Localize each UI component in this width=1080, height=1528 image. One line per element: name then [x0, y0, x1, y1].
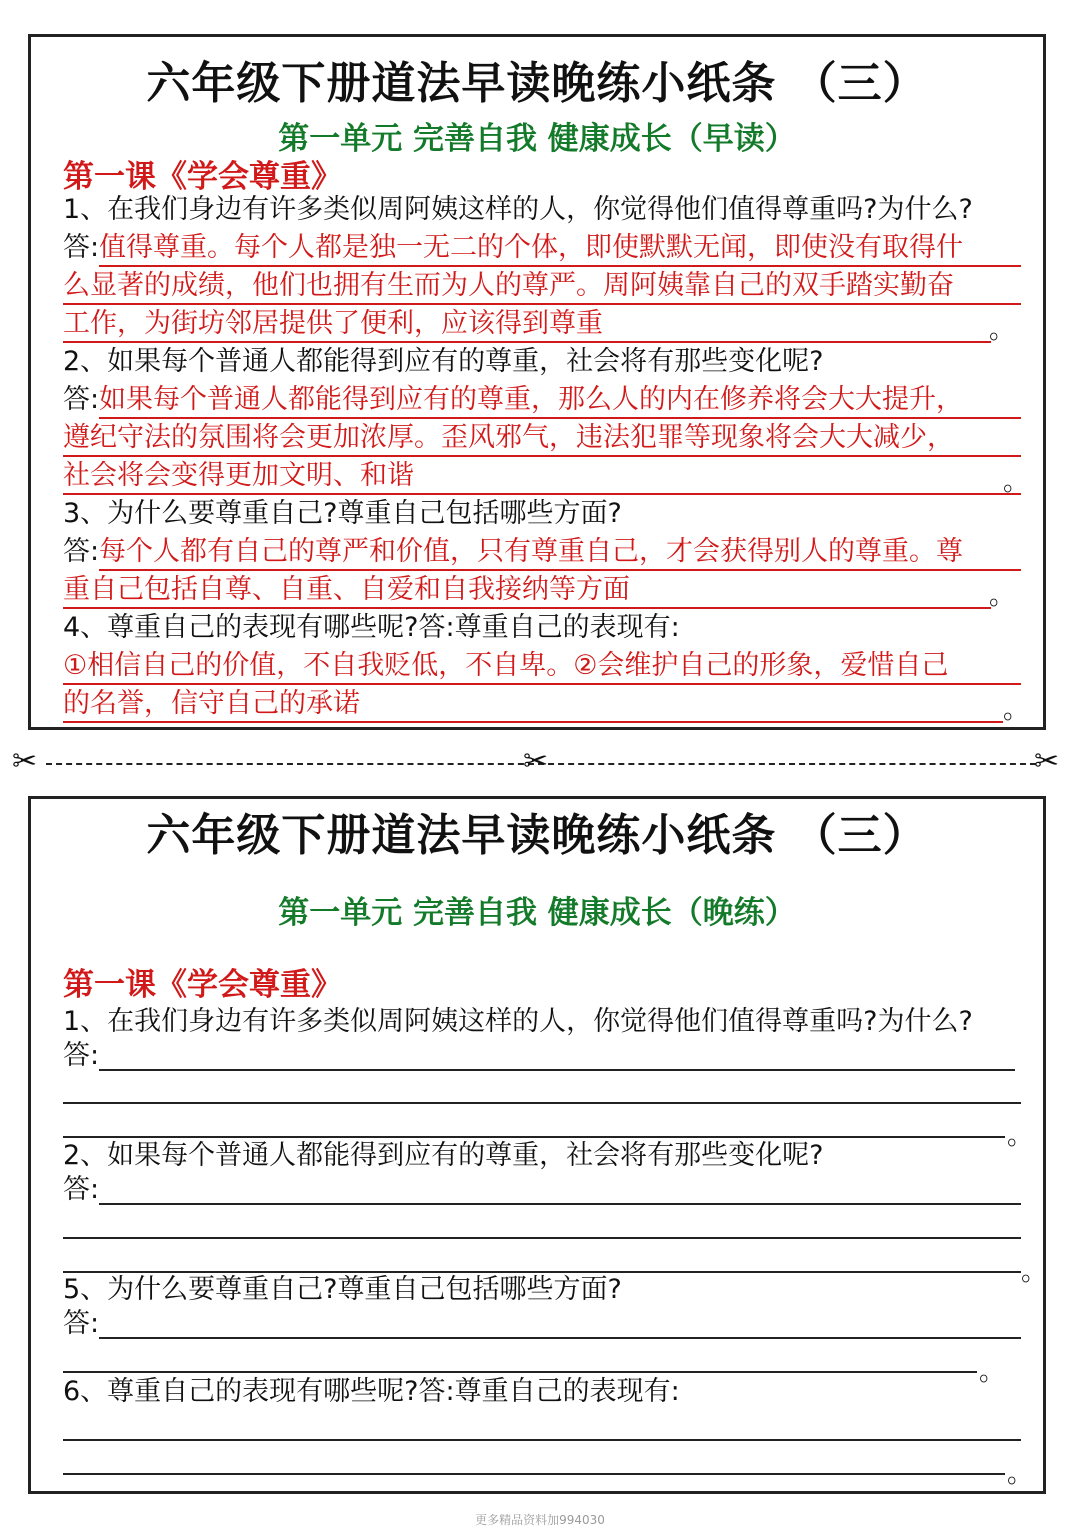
period-mark: 。: [1003, 467, 1030, 497]
period-mark: 。: [989, 315, 1016, 345]
lesson-title: 第一课《学会尊重》: [63, 159, 342, 195]
unit-subtitle: 第一单元 完善自我 健康成长（晚练）: [278, 895, 796, 931]
answer-2-text-2: 遵纪守法的氛围将会更加浓厚。歪风邪气，违法犯罪等现象将会大大减少，: [63, 419, 1021, 457]
question-1: 1、在我们身边有许多类似周阿姨这样的人，你觉得他们值得尊重吗?为什么?: [63, 194, 973, 225]
answer-4-text-2: 的名誉，信守自己的承诺: [63, 685, 1003, 723]
answer-6-blank-1[interactable]: [63, 1439, 1021, 1441]
period-mark: 。: [989, 581, 1016, 611]
evening-card: [28, 796, 1046, 1494]
answer-2-text-1: 如果每个普通人都能得到应有的尊重，那么人的内在修养将会大大提升，: [99, 381, 1021, 419]
period-mark: 。: [1021, 1257, 1048, 1287]
answer-2-line-1: [63, 381, 963, 419]
answer-prefix: 答:: [63, 384, 100, 415]
answer-2-blank-2[interactable]: [63, 1237, 1021, 1239]
question-2: 2、如果每个普通人都能得到应有的尊重，社会将有那些变化呢?: [63, 1140, 824, 1171]
footer-watermark: 更多精品资料加994030: [475, 1513, 605, 1527]
question-3: 3、为什么要尊重自己?尊重自己包括哪些方面?: [63, 498, 622, 529]
answer-1-text-3: 工作，为街坊邻居提供了便利，应该得到尊重: [63, 305, 991, 343]
morning-card: [28, 34, 1046, 730]
period-mark: 。: [979, 1357, 1006, 1387]
answer-3-line-1: [63, 533, 963, 571]
unit-subtitle: 第一单元 完善自我 健康成长（早读）: [278, 121, 796, 157]
answer-prefix: 答:: [63, 1174, 100, 1205]
answer-3-text-1: 每个人都有自己的尊严和价值，只有尊重自己，才会获得别人的尊重。尊: [99, 533, 1021, 571]
answer-3-text-2: 重自己包括自尊、自重、自爱和自我接纳等方面: [63, 571, 991, 609]
answer-prefix: 答:: [63, 536, 100, 567]
page-title: 六年级下册道法早读晚练小纸条 （三）: [146, 810, 928, 861]
answer-4-text-1: ①相信自己的价值，不自我贬低，不自卑。②会维护自己的形象，爱惜自己: [63, 647, 1021, 685]
answer-2-text-3: 社会将会变得更加文明、和谐: [63, 457, 1021, 495]
scissor-icon: ✂: [523, 744, 549, 779]
question-6: 6、尊重自己的表现有哪些呢?答:尊重自己的表现有:: [63, 1376, 680, 1407]
lesson-title: 第一课《学会尊重》: [63, 967, 342, 1003]
answer-prefix: 答:: [63, 1040, 100, 1071]
page-title: 六年级下册道法早读晚练小纸条 （三）: [146, 58, 928, 109]
scissor-icon: ✂: [12, 744, 38, 779]
answer-5-blank-1[interactable]: [99, 1337, 1021, 1339]
question-4: 4、尊重自己的表现有哪些呢?答:尊重自己的表现有:: [63, 612, 680, 643]
answer-2-blank-1[interactable]: [99, 1203, 1021, 1205]
answer-1-blank-1[interactable]: [99, 1069, 1015, 1071]
question-2: 2、如果每个普通人都能得到应有的尊重，社会将有那些变化呢?: [63, 346, 824, 377]
answer-prefix: 答:: [63, 232, 100, 263]
period-mark: 。: [1007, 1121, 1034, 1151]
answer-1-text-1: 值得尊重。每个人都是独一无二的个体，即使默默无闻，即使没有取得什: [99, 229, 1021, 267]
question-5: 5、为什么要尊重自己?尊重自己包括哪些方面?: [63, 1274, 622, 1305]
answer-1-blank-2[interactable]: [63, 1102, 1021, 1104]
answer-6-blank-2[interactable]: [63, 1473, 1005, 1475]
period-mark: 。: [1003, 695, 1030, 725]
answer-1-line-1: [63, 229, 963, 267]
period-mark: 。: [1007, 1459, 1034, 1489]
answer-prefix: 答:: [63, 1308, 100, 1339]
scissor-icon: ✂: [1034, 744, 1060, 779]
answer-1-text-2: 么显著的成绩，他们也拥有生而为人的尊严。周阿姨靠自己的双手踏实勤奋: [63, 267, 1021, 305]
question-1: 1、在我们身边有许多类似周阿姨这样的人，你觉得他们值得尊重吗?为什么?: [63, 1006, 973, 1037]
